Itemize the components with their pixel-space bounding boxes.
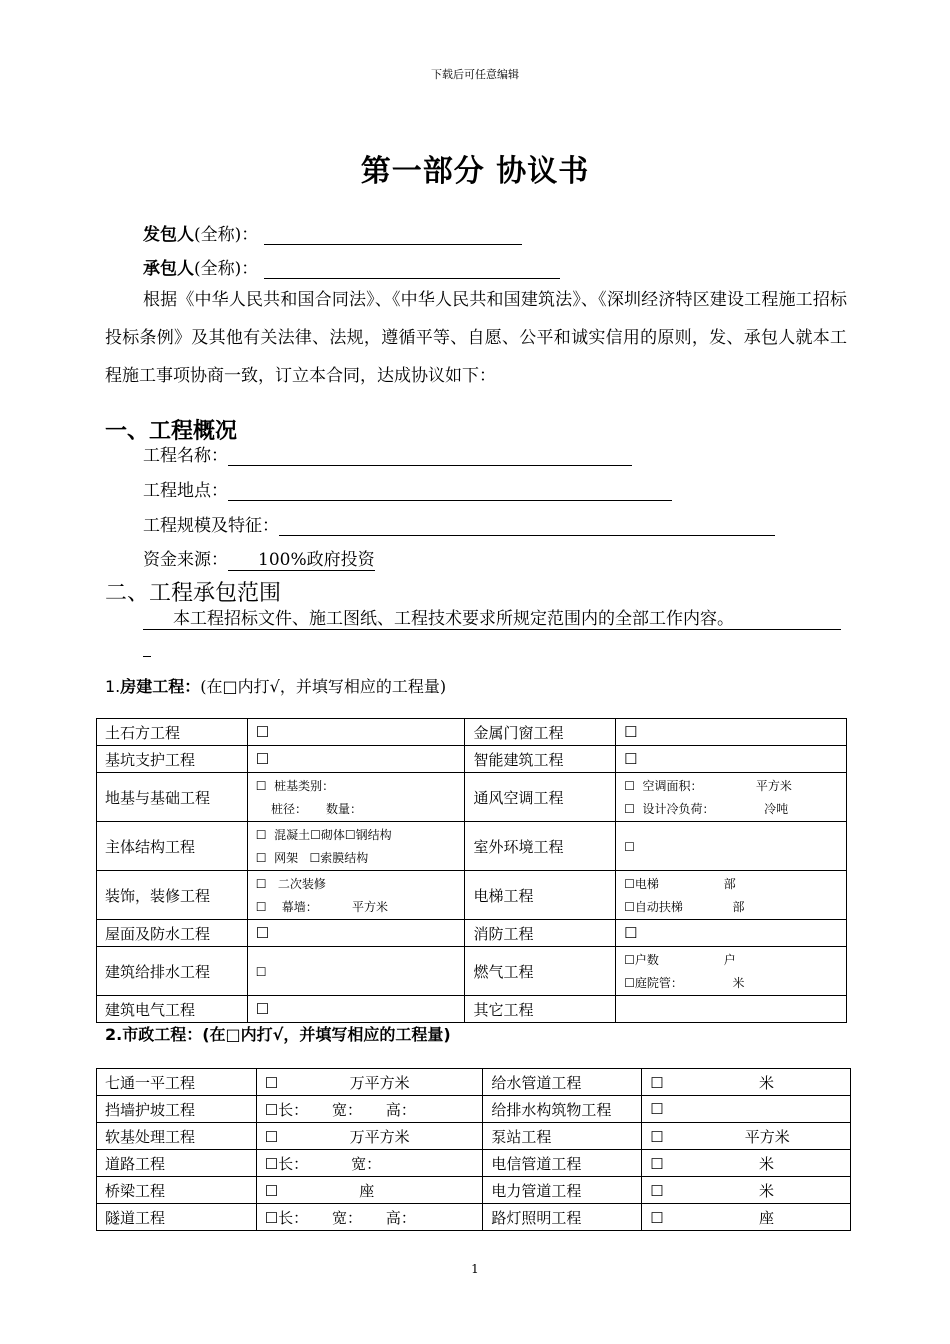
item-label: 给水管道工程 (483, 1069, 642, 1096)
item-label: 桥梁工程 (97, 1177, 257, 1204)
checkbox-option[interactable]: ☐自动扶梯 部 (624, 900, 745, 914)
project-name-label: 工程名称： (143, 446, 228, 466)
employer-label: 发包人 (143, 225, 194, 245)
checkbox-option[interactable]: ☐ (624, 839, 635, 854)
item-value-cell[interactable]: ☐ 米 (642, 1069, 851, 1096)
municipal-table (96, 1068, 851, 1231)
table-row (97, 822, 847, 871)
checkbox-option[interactable]: ☐ (255, 723, 270, 741)
table-row (97, 773, 847, 822)
item-value-cell[interactable] (616, 746, 847, 773)
item-value-cell[interactable]: ☐ 座 (256, 1177, 483, 1204)
item-value-cell[interactable] (616, 871, 847, 920)
building-heading-rest: (在□内打√，并填写相应的工程量) (200, 677, 447, 696)
funding-value: 100%政府投资 (228, 550, 375, 571)
item-label: 金属门窗工程 (465, 719, 616, 746)
item-label: 装饰，装修工程 (97, 871, 248, 920)
contractor-blank[interactable] (264, 260, 560, 279)
item-label: 路灯照明工程 (483, 1204, 642, 1231)
item-value-cell[interactable]: ☐ 米 (642, 1150, 851, 1177)
checkbox-option[interactable]: ☐ (255, 750, 270, 768)
scope-text: 本工程招标文件、施工图纸、工程技术要求所规定范围内的全部工作内容。 (143, 604, 841, 630)
item-label: 智能建筑工程 (465, 746, 616, 773)
item-value-cell[interactable]: ☐长： 宽： (256, 1150, 483, 1177)
checkbox-option[interactable]: ☐ 幕墙： 平方米 (255, 900, 389, 914)
project-name-line (143, 441, 632, 466)
item-label: 泵站工程 (483, 1123, 642, 1150)
building-heading-bold: 房建工程： (120, 677, 201, 696)
item-label: 燃气工程 (465, 947, 616, 996)
table-row (97, 1123, 851, 1150)
project-location-label: 工程地点： (143, 481, 228, 501)
item-value-cell[interactable]: ☐ 平方米 (642, 1123, 851, 1150)
item-label: 道路工程 (97, 1150, 257, 1177)
item-label: 消防工程 (465, 920, 616, 947)
item-label: 土石方工程 (97, 719, 248, 746)
item-value-cell[interactable] (247, 871, 465, 920)
table-row (97, 719, 847, 746)
checkbox-option[interactable]: ☐ 二次装修 (255, 877, 326, 891)
table-row (97, 1150, 851, 1177)
item-label: 给排水构筑物工程 (483, 1096, 642, 1123)
item-value-cell[interactable] (616, 996, 847, 1023)
contractor-line (143, 254, 560, 279)
checkbox-option[interactable]: ☐ (624, 723, 638, 741)
item-label: 电力管道工程 (483, 1177, 642, 1204)
checkbox-option[interactable]: ☐ 空调面积： 平方米 (624, 779, 792, 793)
item-value-cell[interactable]: ☐ (642, 1096, 851, 1123)
item-label: 建筑给排水工程 (97, 947, 248, 996)
scope-underline-tail (143, 656, 151, 657)
item-label: 隧道工程 (97, 1204, 257, 1231)
project-name-blank[interactable] (228, 447, 632, 466)
checkbox-option[interactable]: ☐户数 户 (624, 953, 736, 967)
project-scale-blank[interactable] (279, 517, 775, 536)
project-scale-line (143, 511, 775, 536)
funding-line (143, 545, 375, 570)
item-label: 挡墙护坡工程 (97, 1096, 257, 1123)
employer-label-rest: (全称)： (194, 225, 259, 245)
checkbox-option[interactable]: ☐ (255, 1000, 270, 1018)
item-value-cell[interactable] (616, 947, 847, 996)
item-value-cell[interactable] (247, 822, 465, 871)
building-table (96, 718, 847, 1023)
project-location-line (143, 476, 672, 501)
checkbox-option[interactable]: ☐ 桩基类别： (255, 779, 335, 793)
item-label: 室外环境工程 (465, 822, 616, 871)
checkbox-option[interactable]: ☐ (624, 750, 638, 768)
item-value-cell[interactable]: ☐长： 宽： 高： (256, 1096, 483, 1123)
item-label: 屋面及防水工程 (97, 920, 248, 947)
section1-heading: 一、工程概况 (105, 419, 238, 444)
checkbox-option[interactable]: 桩径： 数量： (255, 802, 363, 816)
table-row (97, 996, 847, 1023)
table-row (97, 1096, 851, 1123)
checkbox-option[interactable]: ☐ (255, 964, 267, 979)
item-value-cell[interactable]: ☐ 米 (642, 1177, 851, 1204)
funding-label: 资金来源： (143, 550, 228, 570)
item-value-cell[interactable] (247, 746, 465, 773)
table-row (97, 1069, 851, 1096)
preamble-paragraph: 根据《中华人民共和国合同法》、《中华人民共和国建筑法》、《深圳经济特区建设工程施工招标投标条例》及其他有关法律、法规，遵循平等、自愿、公平和诚实信用的原则，发、承包人就本工程施工事项协商一致，订立本合同，达成协议如下： (105, 290, 847, 386)
checkbox-option[interactable]: ☐ (255, 924, 270, 942)
item-value-cell[interactable] (616, 920, 847, 947)
item-label: 主体结构工程 (97, 822, 248, 871)
item-label: 软基处理工程 (97, 1123, 257, 1150)
municipal-heading: 2.市政工程：(在□内打√，并填写相应的工程量) (105, 1025, 451, 1044)
item-value-cell[interactable]: ☐ 座 (642, 1204, 851, 1231)
contractor-label-rest: (全称)： (194, 259, 259, 279)
checkbox-option[interactable]: ☐电梯 部 (624, 877, 736, 891)
item-value-cell[interactable]: ☐ 万平方米 (256, 1069, 483, 1096)
item-value-cell[interactable] (616, 822, 847, 871)
item-value-cell[interactable]: ☐长： 宽： 高： (256, 1204, 483, 1231)
page-title: 第一部分 协议书 (360, 154, 590, 189)
checkbox-option[interactable]: ☐ 设计冷负荷： 冷吨 (624, 802, 789, 816)
employer-blank[interactable] (264, 226, 522, 245)
building-heading-no: 1. (105, 677, 121, 696)
item-label: 七通一平工程 (97, 1069, 257, 1096)
item-value-cell[interactable] (247, 773, 465, 822)
item-label: 通风空调工程 (465, 773, 616, 822)
section2-heading: 二、工程承包范围 (105, 581, 282, 606)
table-row (97, 871, 847, 920)
item-label: 电梯工程 (465, 871, 616, 920)
item-label: 建筑电气工程 (97, 996, 248, 1023)
item-value-cell[interactable] (247, 996, 465, 1023)
item-label: 基坑支护工程 (97, 746, 248, 773)
table-row (97, 947, 847, 996)
item-value-cell[interactable] (616, 773, 847, 822)
employer-line (143, 220, 522, 245)
page-number: 1 (471, 1262, 479, 1276)
table-row (97, 920, 847, 947)
checkbox-option[interactable]: ☐ (624, 924, 638, 942)
item-value-cell[interactable]: ☐ 万平方米 (256, 1123, 483, 1150)
table-row (97, 746, 847, 773)
checkbox-option[interactable]: ☐ 网架 ☐索膜结构 (255, 851, 369, 865)
building-heading (105, 674, 446, 697)
table-row (97, 1204, 851, 1231)
table-row (97, 1177, 851, 1204)
page-header: 下载后可任意编辑 (431, 68, 519, 81)
item-value-cell[interactable] (247, 920, 465, 947)
project-scale-label: 工程规模及特征： (143, 516, 279, 536)
item-label: 电信管道工程 (483, 1150, 642, 1177)
item-value-cell[interactable] (247, 719, 465, 746)
item-value-cell[interactable] (247, 947, 465, 996)
item-label: 地基与基础工程 (97, 773, 248, 822)
project-location-blank[interactable] (228, 482, 672, 501)
checkbox-option[interactable]: ☐庭院管： 米 (624, 976, 745, 990)
item-label: 其它工程 (465, 996, 616, 1023)
item-value-cell[interactable] (616, 719, 847, 746)
checkbox-option[interactable]: ☐ 混凝土☐砌体☐钢结构 (255, 828, 392, 842)
contractor-label: 承包人 (143, 259, 194, 279)
